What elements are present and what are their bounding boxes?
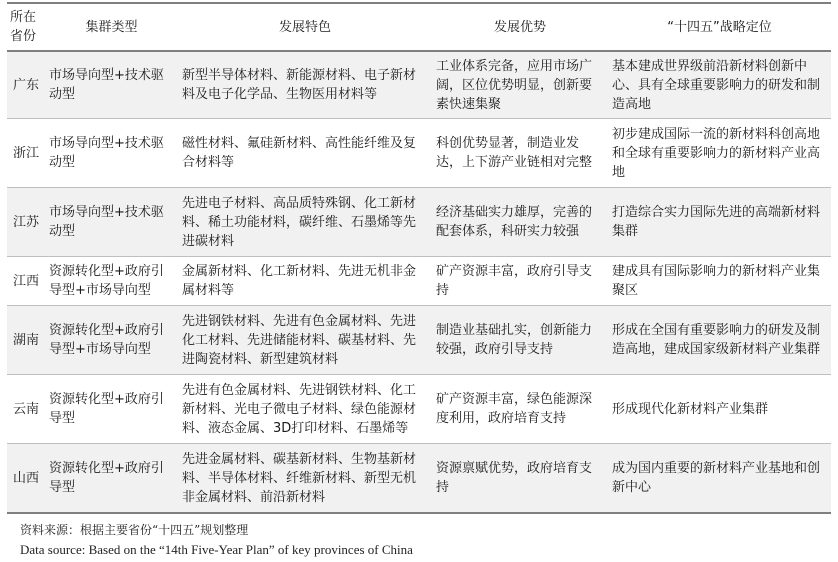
header-advantages: 发展优势 [432,3,608,51]
cell-cluster-type: 市场导向型+技术驱动型 [45,119,178,188]
cell-advantages: 经济基础实力雄厚，完善的配套体系，科研实力较强 [432,188,608,257]
header-cluster-type: 集群类型 [45,3,178,51]
cell-province: 江苏 [7,188,45,257]
table-row [7,444,831,514]
cell-advantages: 资源禀赋优势，政府培育支持 [432,444,608,514]
cluster-table [7,2,831,514]
header-positioning: “十四五”战略定位 [608,3,831,51]
cell-cluster-type: 资源转化型+政府引导型 [45,444,178,514]
cell-features: 先进钢铁材料、先进有色金属材料、先进化工材料、先进储能材料、碳基材料、先进陶瓷材料、新型建筑材料 [178,306,432,375]
cell-province: 湖南 [7,306,45,375]
cell-cluster-type: 资源转化型+政府引导型+市场导向型 [45,306,178,375]
cell-features: 磁性材料、氟硅新材料、高性能纤维及复合材料等 [178,119,432,188]
cell-features: 新型半导体材料、新能源材料、电子新材料及电子化学品、生物医用材料等 [178,51,432,119]
cell-positioning: 成为国内重要的新材料产业基地和创新中心 [608,444,831,514]
cell-advantages: 矿产资源丰富，政府引导支持 [432,257,608,306]
table-row [7,375,831,444]
cell-positioning: 形成在全国有重要影响力的研发及制造高地，建成国家级新材料产业集群 [608,306,831,375]
cell-cluster-type: 资源转化型+政府引导型+市场导向型 [45,257,178,306]
table-row [7,257,831,306]
cell-cluster-type: 市场导向型+技术驱动型 [45,188,178,257]
cell-features: 金属新材料、化工新材料、先进无机非金属材料等 [178,257,432,306]
cell-positioning: 初步建成国际一流的新材料科创高地和全球有重要影响力的新材料产业高地 [608,119,831,188]
header-features: 发展特色 [178,3,432,51]
cell-positioning: 基本建成世界级前沿新材料创新中心、具有全球重要影响力的研发和制造高地 [608,51,831,119]
cell-province: 浙江 [7,119,45,188]
header-province: 所在省份 [7,3,45,51]
cell-advantages: 工业体系完备，应用市场广阔，区位优势明显，创新要素快速集聚 [432,51,608,119]
cell-advantages: 制造业基础扎实，创新能力较强，政府引导支持 [432,306,608,375]
cell-advantages: 科创优势显著，制造业发达，上下游产业链相对完整 [432,119,608,188]
cell-province: 山西 [7,444,45,514]
cell-positioning: 建成具有国际影响力的新材料产业集聚区 [608,257,831,306]
table-header-row [7,3,831,51]
table-row [7,51,831,119]
source-note-chinese: 资料来源：根据主要省份“十四五”规划整理 [20,523,249,537]
table-row [7,119,831,188]
table-row [7,188,831,257]
cell-features: 先进电子材料、高品质特殊钢、化工新材料、稀土功能材料，碳纤维、石墨烯等先进碳材料 [178,188,432,257]
table-row [7,306,831,375]
cell-positioning: 打造综合实力国际先进的高端新材料集群 [608,188,831,257]
cell-advantages: 矿产资源丰富，绿色能源深度利用，政府培育支持 [432,375,608,444]
cell-province: 江西 [7,257,45,306]
cell-cluster-type: 资源转化型+政府引导型 [45,375,178,444]
cell-province: 云南 [7,375,45,444]
cell-positioning: 形成现代化新材料产业集群 [608,375,831,444]
cell-features: 先进金属材料、碳基新材料、生物基新材料、半导体材料、纤维新材料、新型无机非金属材料、前沿新材料 [178,444,432,514]
cell-cluster-type: 市场导向型+技术驱动型 [45,51,178,119]
cell-province: 广东 [7,51,45,119]
source-note-english: Data source: Based on the “14th Five-Year Plan” of key provinces of China [20,542,413,557]
cell-features: 先进有色金属材料、先进钢铁材料、化工新材料、光电子微电子材料、绿色能源材料、液态金属、3D打印材料、石墨烯等 [178,375,432,444]
